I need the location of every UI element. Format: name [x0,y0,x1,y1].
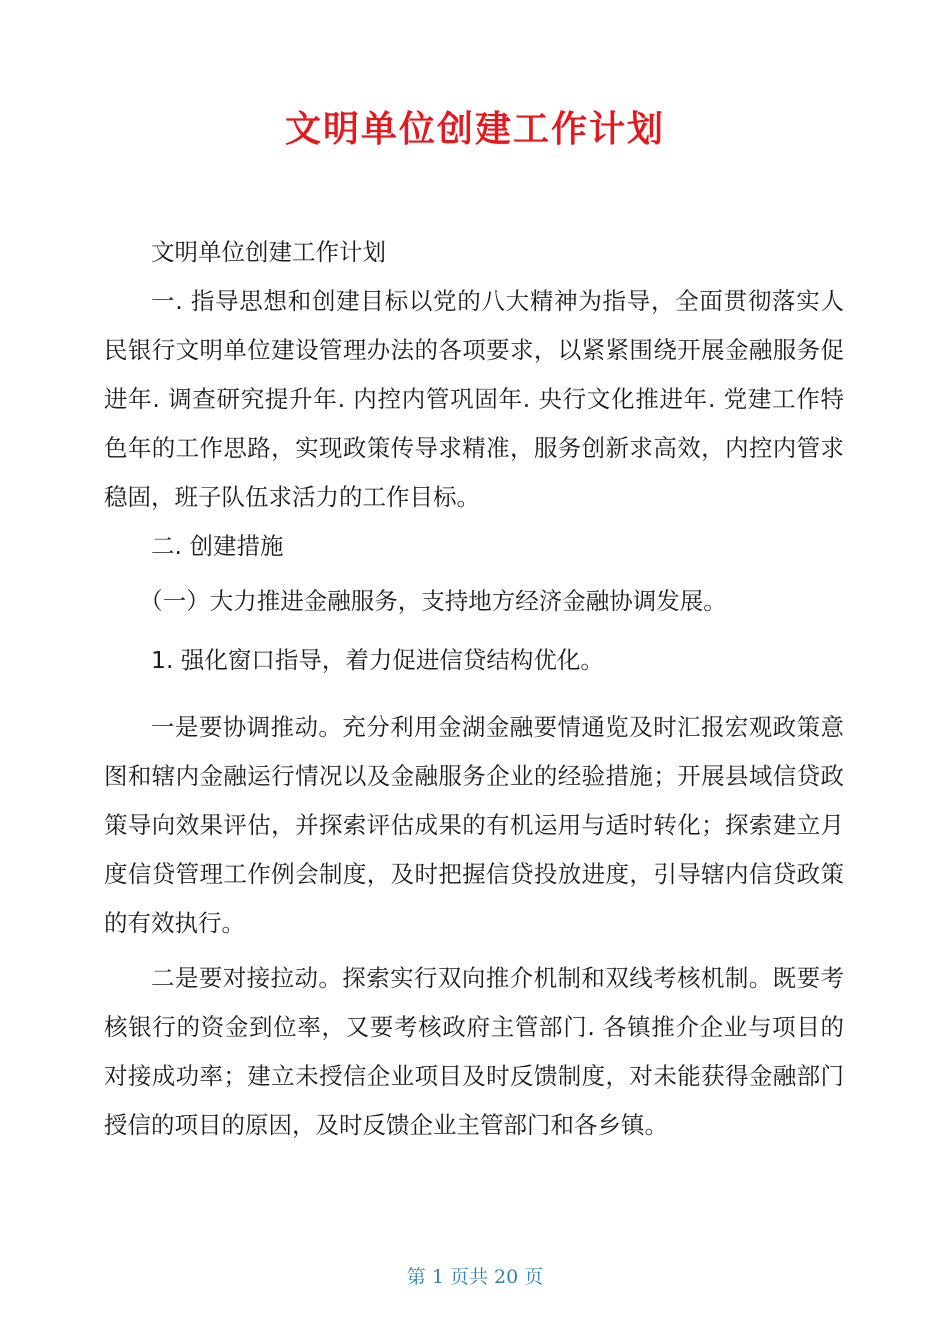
paragraph-section-heading: 二. 创建措施 [151,532,284,560]
paragraph-coordination: 一是要协调推动。充分利用金湖金融要情通览及时汇报宏观政策意图和辖内金融运行情况以及金融服务企业的经验措施；开展县域信贷政策导向效果评估，并探索评估成果的有机运用与适时转化；探索建立月度信贷管理工作例会制度，及时把握信贷投放进度，引导辖内信贷政策的有效执行。 [104,713,844,937]
document-body [104,228,844,1150]
paragraph-item-heading: 1. 强化窗口指导，着力促进信贷结构优化。 [151,646,604,674]
paragraph-subsection-heading: （一）大力推进金融服务，支持地方经济金融协调发展。 [139,587,727,615]
document-title: 文明单位创建工作计划 [284,109,665,150]
paragraph-docking: 二是要对接拉动。探索实行双向推介机制和双线考核机制。既要考核银行的资金到位率，又要考核政府主管部门. 各镇推介企业与项目的对接成功率；建立未授信企业项目及时反馈制度，对未能获得金融部门授信的项目的原因，及时反馈企业主管部门和各乡镇。 [104,964,844,1139]
paragraph-subtitle: 文明单位创建工作计划 [151,238,386,266]
page-indicator: 第 1 页共 20 页 [406,1266,544,1288]
paragraph-guiding-ideology: 一. 指导思想和创建目标以党的八大精神为指导，全面贯彻落实人民银行文明单位建设管理办法的各项要求，以紧紧围绕开展金融服务促进年. 调查研究提升年. 内控内管巩固年. 央行文化推进年. 党建工作特色年的工作思路，实现政策传导求精准，服务创新求高效，内控内管求稳固，班子队伍求活力的工作目标。 [104,287,844,511]
